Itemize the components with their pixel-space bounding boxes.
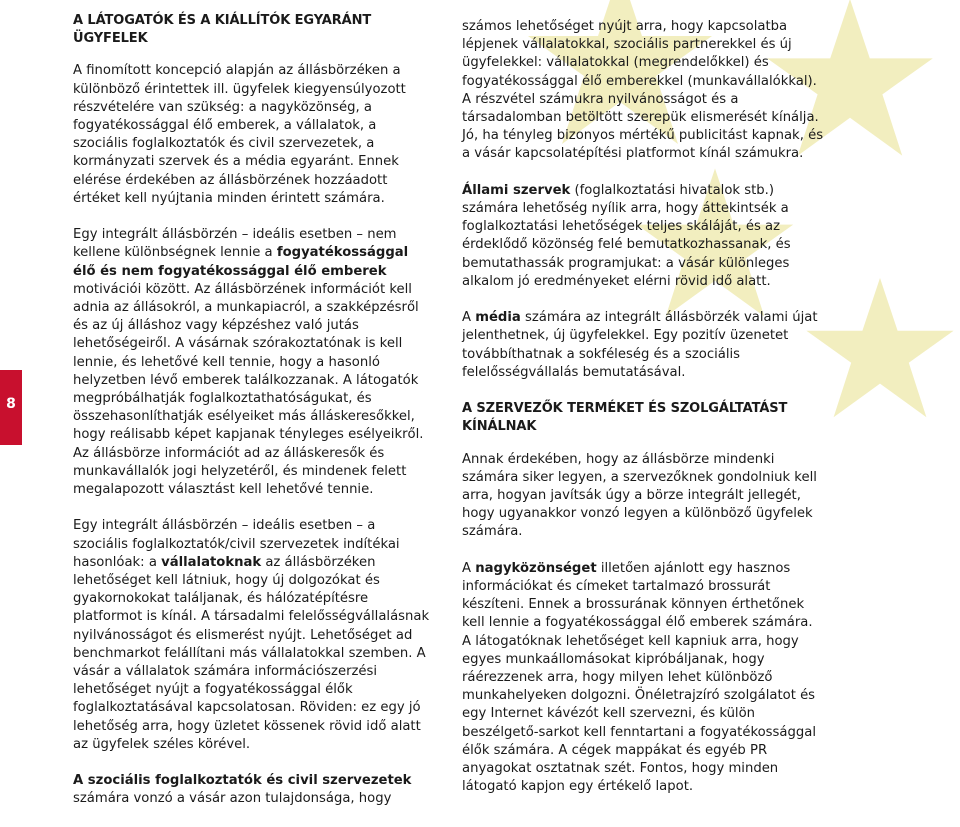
bold-text: Állami szervek bbox=[462, 182, 571, 198]
section-heading: A SZERVEZŐK TERMÉKET ÉS SZOLGÁLTATÁST KÍNÁLNAK bbox=[462, 401, 788, 435]
paragraph-text: A finomított koncepció alapján az állásbörzéken a különböző érintettek ill. ügyfelek kiegyensúlyozott részvételére van szükség: a nagyközönség, a fogyatékossággal élő emberek, a vállalatok, a szociális foglalkoztatók és civil szervezetek, a kormányzati szervek és a média egyaránt. Ennek elérése érdekében az állásbörzének hozzáadott értéket kell nyújtania minden érintett számára. bbox=[73, 63, 406, 206]
bold-text: vállalatoknak bbox=[161, 554, 262, 570]
bold-text: nagyközönséget bbox=[475, 560, 597, 576]
page-number: 8 bbox=[6, 396, 16, 412]
paragraph-text: (foglalkoztatási hivatalok stb.) számára lehetőség nyílik arra, hogy áttekintsék a foglalkoztatási lehetőségek teljes skáláját, és az érdeklődő közönség felé bemutatkozhassanak, és bemutathassák programjukat: a vásár különleges alkalom jó eredményeket elérni rövid idő alatt. bbox=[462, 182, 791, 289]
paragraph-text: motivációi között. Az állásbörzének információt kell adnia az állásokról, a munkapiacról, a szakképzésről és az új álláshoz vagy képzéshez való jutás lehetőségeiről. A vásárnak szórakoztatónak is kell lennie, és lehetővé kell tennie, hogy a hasonló helyzetben lévő emberek találkozzanak. A látogatók megpróbálhatják foglalkoztathatóságukat, és összehasonlíthatják esélyeiket más álláskeresőkkel, hogy reálisabb képet kapjanak tényleges esélyeikről. Az állásbörze információt ad az álláskeresők és munkavállalók jogi helyzetéről, és mindenek felett megalapozott választást kell lehetővé tennie. bbox=[73, 281, 424, 498]
section-heading: A LÁTOGATÓK ÉS A KIÁLLÍTÓK EGYARÁNT ÜGYFELEK bbox=[73, 13, 372, 47]
paragraph-text: illetően ajánlott egy hasznos információkat és címeket tartalmazó brossurát készíteni. Ennek a brossurának könnyen érthetőnek kell lennie a fogyatékossággal élő emberek számára. A látogatóknak lehetőséget kell kapniuk arra, hogy egyes munkaállomásokat kipróbáljanak, hogy ráérezzenek arra, hogy milyen lehet különböző munkahelyeken dolgozni. Önéletrajzíró szolgálatot és egy Internet kávézót kell szervezni, és külön beszélgető-sarkot kell fenntartani a fogyatékossággal élők számára. A cégek mappákat és egyéb PR anyagokat osztatnak szét. Fontos, hogy minden látogató kapjon egy értékelő lapot. bbox=[462, 560, 816, 795]
paragraph bbox=[73, 517, 433, 754]
page-number-tab bbox=[0, 370, 22, 445]
bold-text: A szociális foglalkoztatók és civil szervezetek bbox=[73, 773, 412, 789]
paragraph bbox=[462, 451, 824, 542]
paragraph-text: számára vonzó a vásár azon tulajdonsága, hogy bbox=[73, 791, 392, 807]
right-column bbox=[462, 18, 824, 815]
paragraph bbox=[462, 560, 824, 797]
paragraph bbox=[73, 62, 433, 208]
paragraph-text: Egy integrált állásbörzén – ideális esetben – nem kellene különbségnek lennie a bbox=[73, 227, 397, 261]
paragraph-text: az állásbörzéken lehetőséget kell látniuk, hogy új dolgozókat és gyakornokokat találjanak, és hálózatépítésre platformot is kínál. A társadalmi felelősségvállalásnak nyilvánosságot és elismerést nyújt. Lehetőséget ad benchmarkot felállítani más vállalatokkal szemben. A vásár a vállalatok számára információszerzési lehetőséget nyújt a fogyatékossággal élők foglalkoztatásával kapcsolatosan. Röviden: ez egy jó lehetőség arra, hogy üzletet kössenek rövid idő alatt az ügyfelek széles körével. bbox=[73, 554, 430, 752]
bold-text: fogyatékossággal élő és nem fogyatékossággal élő emberek bbox=[73, 245, 409, 279]
background-star-icon bbox=[800, 270, 960, 430]
paragraph bbox=[462, 309, 824, 382]
paragraph-text: számára az integrált állásbörzék valami újat jelenthetnek, új ügyfelekkel. Egy pozitív üzenetet továbbíthatnak a sokféleség és a szociális felelősségvállalás bemutatásával. bbox=[462, 310, 818, 380]
left-column bbox=[73, 12, 433, 827]
paragraph-text: Annak érdekében, hogy az állásbörze mindenki számára siker legyen, a szervezőknek gondolniuk kell arra, hogyan javítsák úgy a börze integrált jellegét, hogy ugyanakkor vonzó legyen a különböző ügyfelek számára. bbox=[462, 451, 817, 540]
paragraph-text: A bbox=[462, 560, 476, 576]
paragraph-text: Egy integrált állásbörzén – ideális esetben – a szociális foglalkoztatók/civil szervezetek indítékai hasonlóak: a bbox=[73, 518, 400, 570]
paragraph-text: A bbox=[462, 310, 476, 326]
paragraph bbox=[462, 182, 824, 291]
paragraph bbox=[73, 772, 433, 808]
paragraph bbox=[462, 18, 824, 164]
bold-text: média bbox=[475, 310, 521, 326]
paragraph-text: számos lehetőséget nyújt arra, hogy kapcsolatba lépjenek vállalatokkal, szociális partnerekkel és új ügyfelekkel: vállalatokkal (megrendelőkkel) és fogyatékossággal élő emberekkel (munkavállalókkal). A részvétel számukra nyilvánosságot és a társadalomban betöltött szerepük elismerését kínálja. Jó, ha tényleg bizonyos mértékű publicitást kapnak, és a vásár kapcsolatépítési platformot kínál számukra. bbox=[462, 19, 824, 162]
paragraph bbox=[73, 226, 433, 499]
